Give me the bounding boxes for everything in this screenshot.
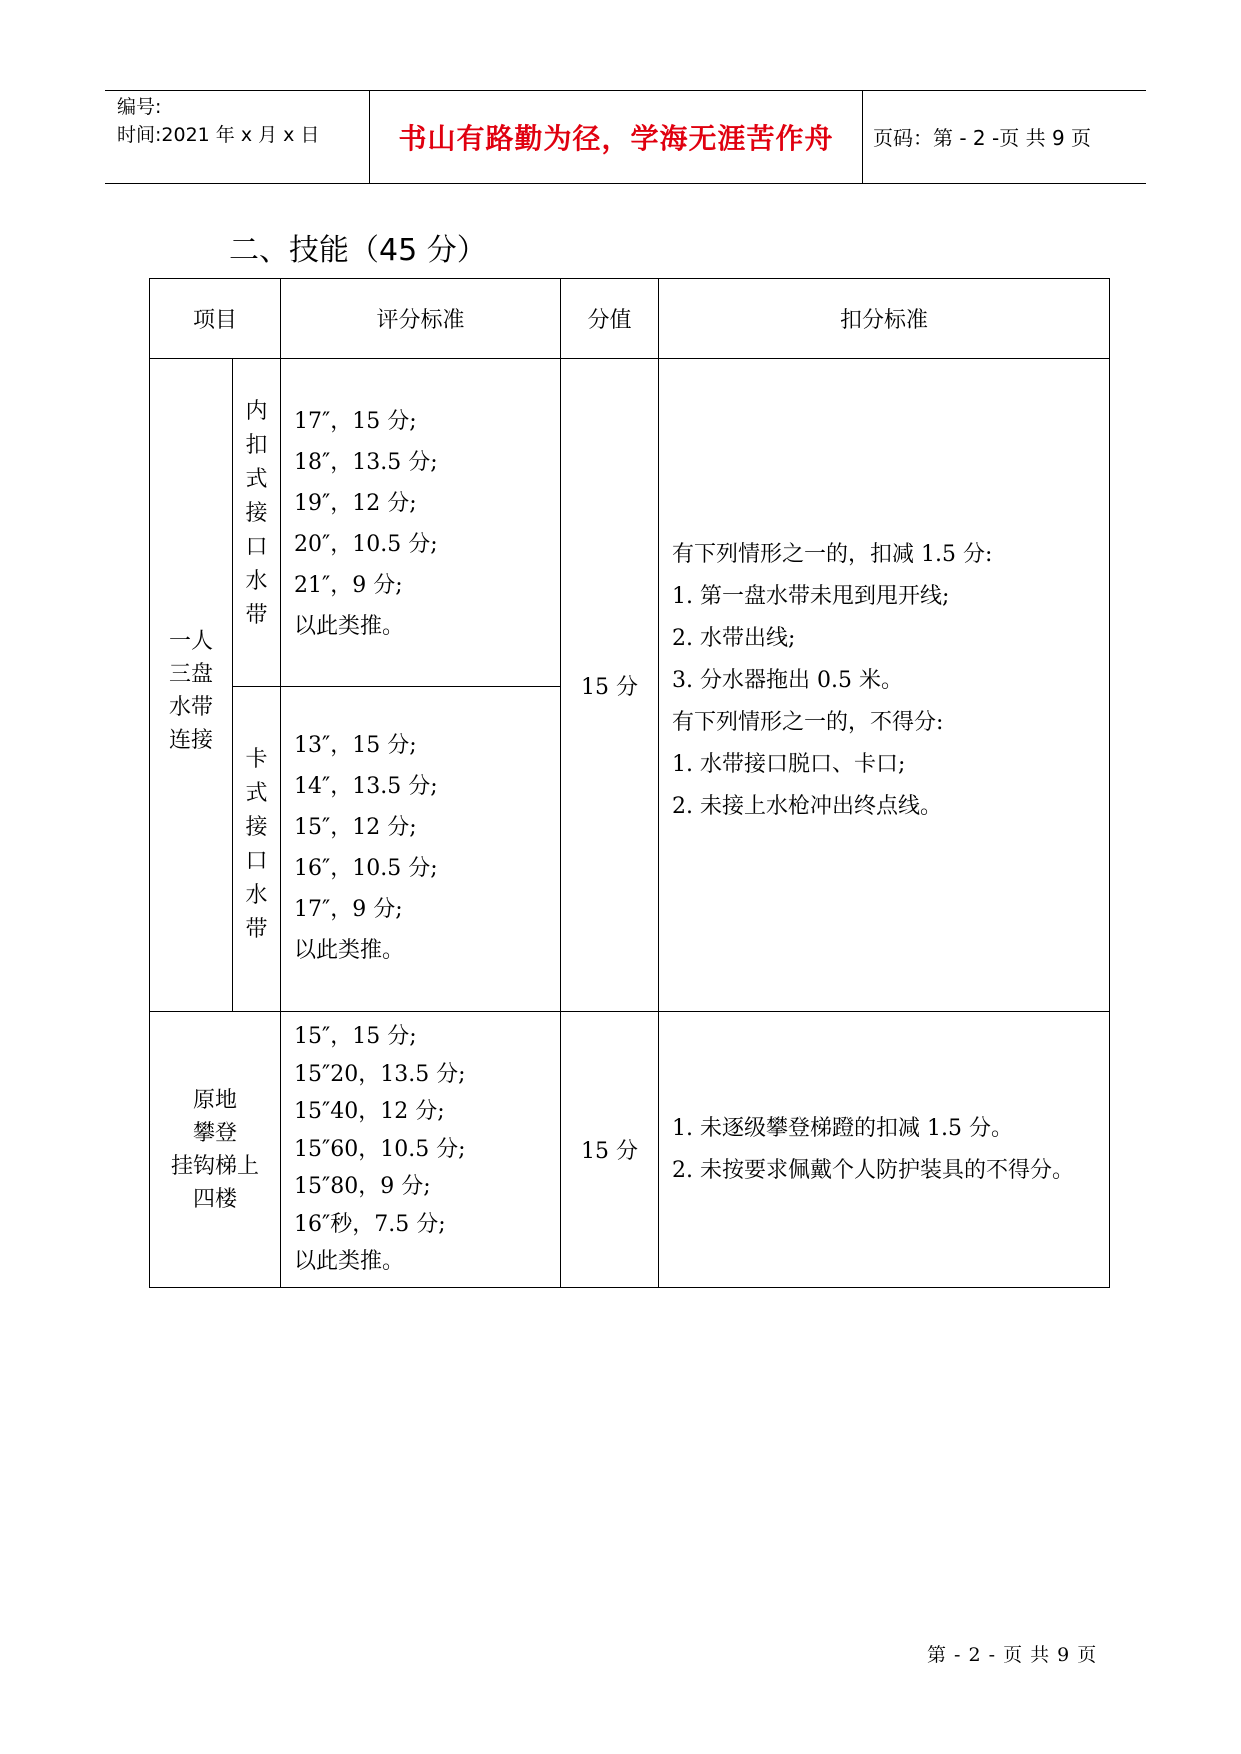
subitem-char: 式 (245, 467, 268, 492)
item-text-line: 水带 (168, 695, 213, 720)
criteria-cell-hook-ladder (281, 1012, 561, 1288)
deduction-line: 1. 水带接口脱口、卡口; (672, 752, 906, 777)
criteria-line: 15″20，13.5 分; (294, 1061, 466, 1087)
table-row (150, 1012, 1110, 1288)
item-cell-hook-ladder (150, 1012, 281, 1288)
criteria-cell-snap-coupling (281, 687, 561, 1012)
subitem-char: 式 (245, 781, 268, 806)
criteria-line: 13″，15 分; (294, 733, 417, 758)
page-footer: 第 - 2 - 页 共 9 页 (927, 1644, 1098, 1666)
criteria-line: 18″，13.5 分; (294, 450, 438, 475)
header-cell-score: 分值 (561, 279, 659, 359)
deduction-line: 1. 未逐级攀登梯蹬的扣减 1.5 分。 (672, 1115, 1013, 1141)
header-cell-criteria: 评分标准 (281, 279, 561, 359)
subitem-char: 口 (245, 849, 268, 874)
criteria-line: 15″60，10.5 分; (294, 1136, 466, 1162)
item-text-line: 三盘 (168, 662, 213, 687)
deduction-line: 2. 未按要求佩戴个人防护装具的不得分。 (672, 1157, 1074, 1183)
criteria-line: 19″，12 分; (294, 491, 417, 516)
header-divider-left (369, 90, 370, 183)
header-meta (117, 93, 319, 149)
header-page-label: 页码：第 - 2 -页 共 9 页 (873, 126, 1092, 150)
item-text-line: 四楼 (192, 1186, 237, 1212)
table-row (150, 359, 1110, 687)
scoring-table (149, 278, 1110, 1288)
number-label: 编号: (117, 96, 162, 118)
header-cell-item: 项目 (150, 279, 281, 359)
score-cell-hose-connection: 15 分 (561, 359, 659, 1012)
header-motto: 书山有路勤为径，学海无涯苦作舟 (398, 121, 834, 155)
criteria-line: 17″，9 分; (294, 897, 403, 922)
deduction-cell-hose-connection (659, 359, 1110, 1012)
deduction-line: 2. 水带出线; (672, 626, 796, 651)
time-label: 时间:2021 年 x 月 x 日 (117, 124, 320, 146)
subitem-char: 内 (245, 399, 268, 424)
criteria-line: 21″，9 分; (294, 573, 403, 598)
criteria-line: 20″，10.5 分; (294, 532, 438, 557)
subitem-name-snap-coupling (233, 687, 281, 1012)
header-divider-right (862, 90, 863, 183)
criteria-line: 15″80，9 分; (294, 1174, 431, 1200)
criteria-line: 14″，13.5 分; (294, 774, 438, 799)
criteria-cell-internal-coupling (281, 359, 561, 687)
item-text-line: 一人 (168, 629, 213, 654)
item-text-line: 攀登 (192, 1120, 237, 1146)
subitem-char: 扣 (245, 433, 268, 458)
subitem-name-internal-coupling (233, 359, 281, 687)
score-cell-hook-ladder: 15 分 (561, 1012, 659, 1288)
section-title: 二、技能（45 分） (229, 233, 487, 268)
table-header-row (150, 279, 1110, 359)
subitem-char: 带 (245, 917, 268, 942)
criteria-line: 16″秒，7.5 分; (294, 1211, 446, 1237)
deduction-line: 有下列情形之一的，不得分: (672, 710, 944, 735)
deduction-line: 3. 分水器拖出 0.5 米。 (672, 668, 903, 693)
criteria-line: 15″40，12 分; (294, 1099, 445, 1125)
item-text-line: 挂钩梯上 (170, 1153, 259, 1179)
criteria-line: 以此类推。 (294, 614, 405, 639)
criteria-line: 15″，15 分; (294, 1024, 417, 1050)
deduction-line: 2. 未接上水枪冲出终点线。 (672, 794, 942, 819)
deduction-line: 1. 第一盘水带未甩到甩开线; (672, 584, 950, 609)
subitem-char: 接 (245, 501, 268, 526)
subitem-char: 带 (245, 603, 268, 628)
item-text-line: 连接 (168, 728, 213, 753)
header-bottom-rule (105, 183, 1146, 184)
header-cell-deduction: 扣分标准 (659, 279, 1110, 359)
deduction-line: 有下列情形之一的，扣减 1.5 分: (672, 542, 993, 567)
deduction-cell-hook-ladder (659, 1012, 1110, 1288)
criteria-line: 16″，10.5 分; (294, 856, 438, 881)
criteria-line: 以此类推。 (294, 1249, 405, 1275)
subitem-char: 卡 (245, 747, 268, 772)
criteria-line: 以此类推。 (294, 938, 405, 963)
subitem-char: 接 (245, 815, 268, 840)
criteria-line: 17″，15 分; (294, 409, 417, 434)
subitem-char: 水 (245, 569, 268, 594)
item-text-line: 原地 (192, 1087, 237, 1113)
subitem-char: 水 (245, 883, 268, 908)
criteria-line: 15″，12 分; (294, 815, 417, 840)
subitem-char: 口 (245, 535, 268, 560)
item-cell-hose-connection (150, 359, 233, 1012)
